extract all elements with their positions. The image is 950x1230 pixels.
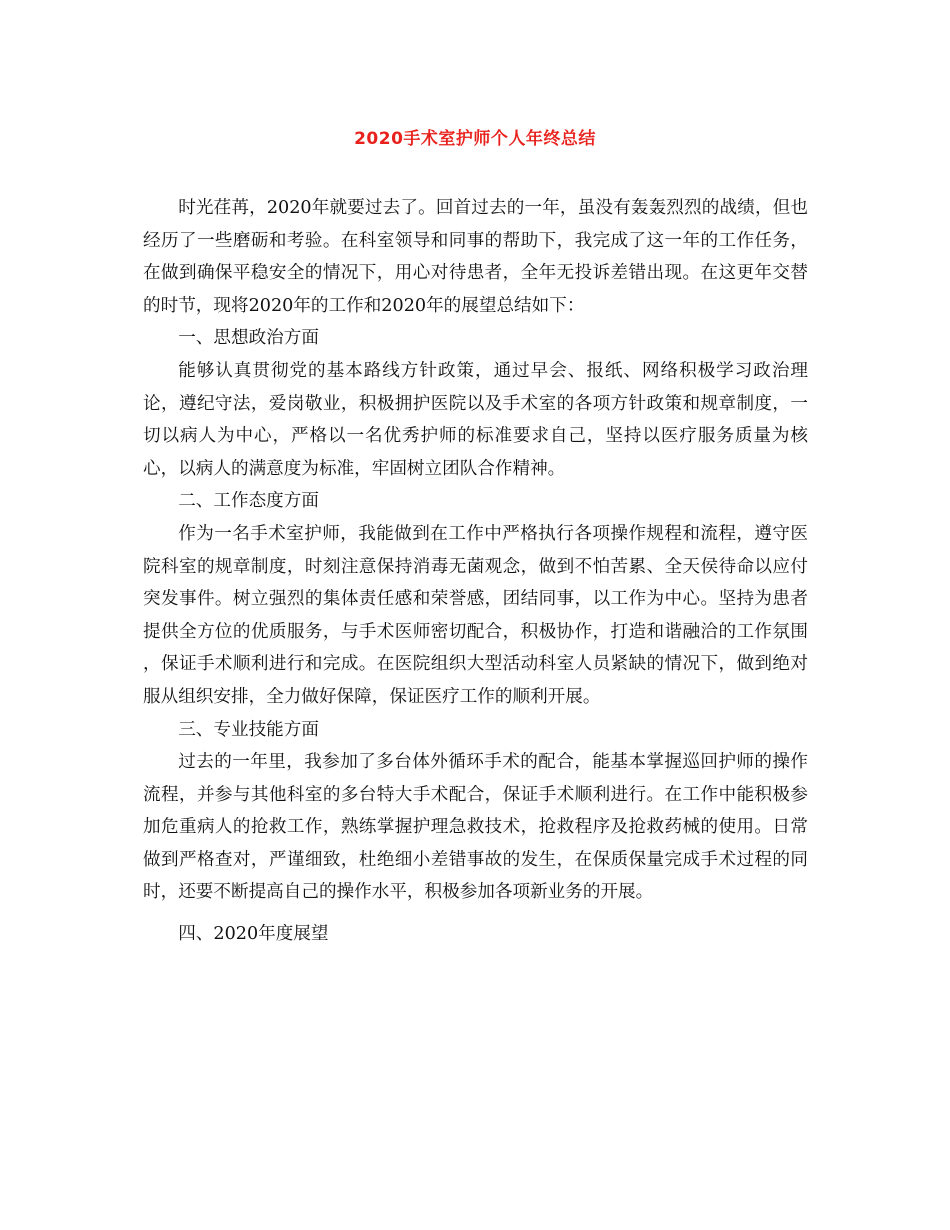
document-body	[143, 192, 808, 951]
section-heading-attitude: 二、工作态度方面	[178, 491, 319, 512]
intro-paragraph: 时光荏苒，2020年就要过去了。回首过去的一年，虽没有轰轰烈烈的战绩，但也经历了一些磨砺和考验。在科室领导和同事的帮助下，我完成了这一年的工作任务，在做到确保平稳安全的情况下，用心对待患者，全年无投诉差错出现。在这更年交替的时节，现将2020年的工作和2020年的展望总结如下：	[143, 198, 808, 316]
attitude-paragraph: 作为一名手术室护师，我能做到在工作中严格执行各项操作规程和流程，遵守医院科室的规章制度，时刻注意保持消毒无菌观念，做到不怕苦累、全天侯待命以应付突发事件。树立强烈的集体责任感和荣誉感，团结同事，以工作为中心。坚持为患者提供全方位的优质服务，与手术医师密切配合，积极协作，打造和谐融洽的工作氛围 ，保证手术顺利进行和完成。在医院组织大型活动科室人员紧缺的情况下，做到绝对服从组织安排，全力做好保障，保证医疗工作的顺利开展。	[143, 523, 808, 707]
skills-paragraph: 过去的一年里，我参加了多台体外循环手术的配合，能基本掌握巡回护师的操作流程，并参与其他科室的多台特大手术配合，保证手术顺利进行。在工作中能积极参加危重病人的抢救工作，熟练掌握护理急救技术，抢救程序及抢救药械的使用。日常做到严格查对，严谨细致，杜绝细小差错事故的发生，在保质保量完成手术过程的同时，还要不断提高自己的操作水平，积极参加各项新业务的开展。	[143, 752, 808, 903]
section-heading-politics: 一、思想政治方面	[178, 328, 319, 349]
document-title: 2020手术室护师个人年终总结	[354, 129, 596, 149]
section-heading-skills: 三、专业技能方面	[178, 719, 319, 740]
politics-paragraph: 能够认真贯彻党的基本路线方针政策，通过早会、报纸、网络积极学习政治理论，遵纪守法，爱岗敬业，积极拥护医院以及手术室的各项方针政策和规章制度，一切以病人为中心，严格以一名优秀护师的标准要求自己，坚持以医疗服务质量为核心，以病人的满意度为标准，牢固树立团队合作精神。	[143, 360, 808, 479]
section-heading-outlook: 四、2020年度展望	[178, 924, 329, 945]
